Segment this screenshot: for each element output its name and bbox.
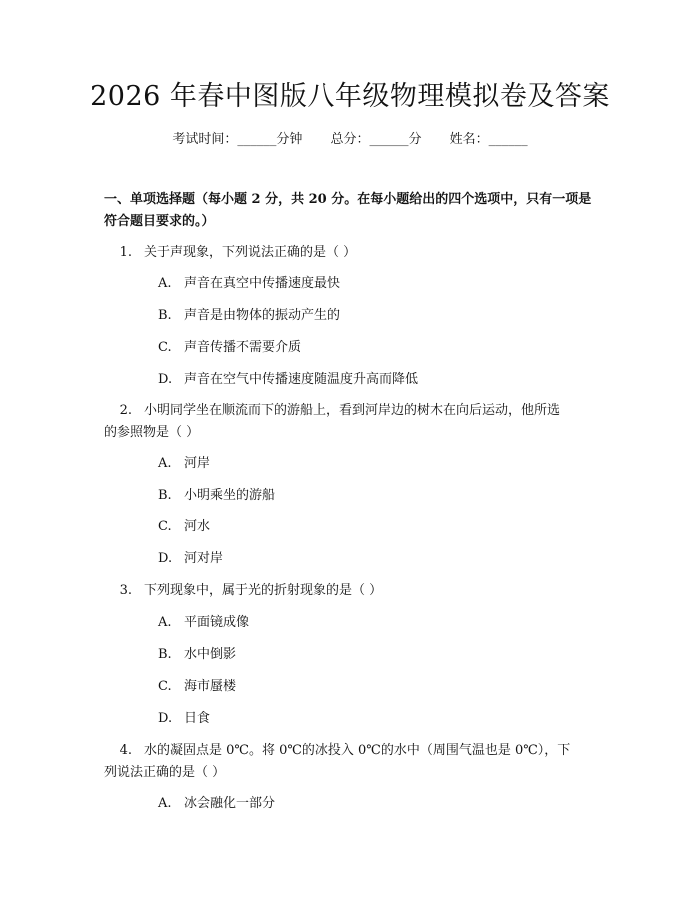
option-text: 平面镜成像: [184, 615, 250, 630]
question-stem: 下列现象中，属于光的折射现象的是（ ）: [144, 583, 383, 598]
option-letter: A.: [158, 456, 172, 471]
option-text: 冰会融化一部分: [184, 796, 276, 811]
question-number: 2.: [119, 403, 132, 418]
question-1-option-b: [158, 305, 598, 327]
option-text: 声音是由物体的振动产生的: [184, 308, 341, 323]
option-text: 海市蜃楼: [184, 679, 237, 694]
question-3-option-c: [158, 676, 598, 698]
question-3: [104, 580, 604, 602]
option-letter: C.: [158, 519, 172, 534]
question-3-option-a: [158, 612, 598, 634]
option-letter: C.: [158, 679, 172, 694]
question-number: 1.: [119, 245, 132, 260]
page-title: 2026 年春中图版八年级物理模拟卷及答案: [90, 81, 610, 112]
option-text: 声音在真空中传播速度最快: [184, 276, 341, 291]
option-letter: A.: [158, 796, 172, 811]
question-1: [104, 242, 604, 264]
option-letter: B.: [158, 308, 172, 323]
question-number: 3.: [119, 583, 132, 598]
option-text: 声音在空气中传播速度随温度升高而降低: [184, 372, 419, 387]
exam-time-field: 考试时间：______分钟: [172, 132, 303, 147]
option-text: 日食: [184, 711, 211, 726]
question-stem: 关于声现象，下列说法正确的是（ ）: [144, 245, 357, 260]
option-text: 河岸: [184, 456, 211, 471]
option-letter: B.: [158, 488, 172, 503]
question-4: [104, 740, 604, 784]
question-1-option-c: [158, 337, 598, 359]
section-heading: 一、单项选择题（每小题 2 分，共 20 分。在每小题给出的四个选项中，只有一项是符合题目要求的。）: [104, 192, 592, 229]
option-letter: A.: [158, 276, 172, 291]
question-stem-line-1: 小明同学坐在顺流而下的游船上，看到河岸边的树木在向后运动，他所选: [144, 403, 561, 418]
question-2-option-b: [158, 485, 598, 507]
option-letter: D.: [158, 372, 173, 387]
question-stem-line-1: 水的凝固点是 0℃。将 0℃的冰投入 0℃的水中（周围气温也是 0℃），下: [144, 743, 571, 758]
option-letter: C.: [158, 340, 172, 355]
question-2: [104, 400, 604, 444]
option-text: 河水: [184, 519, 211, 534]
question-4-option-a: [158, 793, 598, 815]
question-1-option-d: [158, 369, 598, 391]
question-2-option-c: [158, 516, 598, 538]
question-1-option-a: [158, 273, 598, 295]
option-letter: D.: [158, 711, 173, 726]
question-2-option-d: [158, 548, 598, 570]
question-2-option-a: [158, 453, 598, 475]
question-3-option-d: [158, 708, 598, 730]
option-text: 声音传播不需要介质: [184, 340, 302, 355]
option-text: 河对岸: [184, 551, 224, 566]
question-stem-line-2: 的参照物是（ ）: [104, 425, 200, 440]
question-3-option-b: [158, 644, 598, 666]
option-letter: B.: [158, 647, 172, 662]
option-letter: A.: [158, 615, 172, 630]
option-text: 小明乘坐的游船: [184, 488, 276, 503]
total-score-field: 总分：______分: [330, 132, 422, 147]
exam-meta: [0, 130, 700, 150]
question-stem-line-2: 列说法正确的是（ ）: [104, 765, 226, 780]
question-number: 4.: [119, 743, 132, 758]
option-letter: D.: [158, 551, 173, 566]
name-field: 姓名：______: [449, 132, 528, 147]
option-text: 水中倒影: [184, 647, 237, 662]
